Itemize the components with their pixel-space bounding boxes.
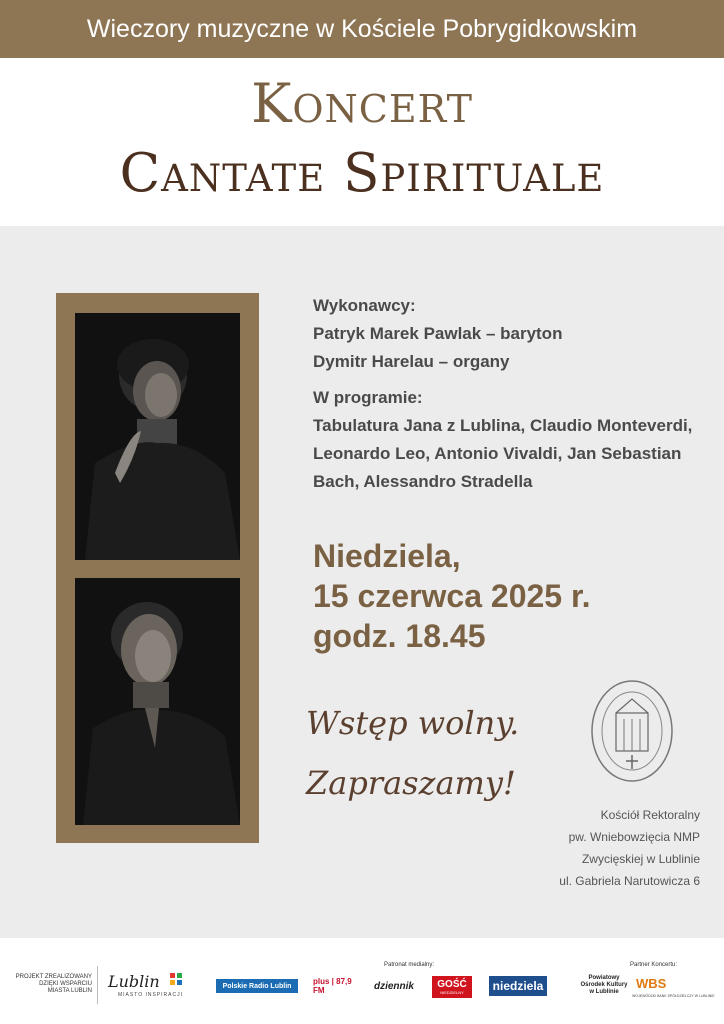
- photo-frame: [56, 293, 259, 843]
- venue-line: Zwycięskiej w Lublinie: [581, 852, 700, 866]
- lublin-emblem-icon: [169, 972, 183, 986]
- venue-line: Kościół Rektoralny: [600, 808, 700, 822]
- concert-details: [313, 292, 703, 496]
- performer-organ: Dymitr Harelau – organy: [313, 352, 510, 371]
- concert-title-line2: Cantate Spirituale: [119, 143, 605, 204]
- organist-photo: [75, 578, 240, 825]
- sponsors-footer: [0, 938, 724, 1024]
- concert-title-block: [0, 58, 724, 226]
- series-title: Wieczory muzyczne w Kościele Pobrygidkowskim: [86, 14, 638, 43]
- program-line: Tabulatura Jana z Lublina, Claudio Monteverdi,: [313, 416, 693, 435]
- program-line: Leonardo Leo, Antonio Vivaldi, Jan Sebastian: [313, 444, 682, 463]
- program-line: Bach, Alessandro Stradella: [313, 472, 533, 491]
- partner-organization: Powiatowy Ośrodek Kultury w Lublinie: [580, 975, 628, 995]
- performer-baritone: Patryk Marek Pawlak – baryton: [313, 324, 563, 343]
- lublin-tagline: MIASTO INSPIRACJI: [118, 992, 183, 998]
- concert-title-line1: Koncert: [251, 72, 473, 135]
- content-panel: [0, 226, 724, 938]
- event-datetime: [313, 536, 713, 656]
- baritone-photo: [75, 313, 240, 560]
- dziennik-logo: dziennik: [368, 978, 420, 994]
- church-seal-icon: [590, 679, 675, 784]
- polskie-radio-logo: Polskie Radio Lublin: [216, 979, 298, 993]
- niedziela-logo: niedziela: [489, 976, 547, 996]
- venue-line: pw. Wniebowzięcia NMP: [568, 830, 700, 844]
- wbs-tagline: WOJEWÓDZKI BANK SPÓŁDZIELCZY W LUBLINIE: [632, 994, 715, 998]
- gosc-niedzielny-logo: GOŚĆ NIEDZIELNY: [432, 976, 472, 998]
- venue-address: [520, 804, 700, 892]
- footer-divider: [97, 966, 98, 1004]
- admission-free: Wstęp wolny.: [306, 704, 520, 742]
- series-title-bar: [0, 0, 724, 58]
- program-heading: W programie:: [313, 388, 423, 407]
- patronage-label: Patronat medialny:: [384, 962, 435, 968]
- event-date: 15 czerwca 2025 r.: [313, 578, 591, 614]
- wbs-logo: WBS: [636, 976, 667, 991]
- event-time: godz. 18.45: [313, 618, 486, 654]
- lublin-logo: Lublin: [108, 972, 160, 991]
- project-note: PROJEKT ZREALIZOWANY DZIĘKI WSPARCIU MIASTA LUBLIN: [15, 974, 92, 994]
- event-day: Niedziela,: [313, 538, 461, 574]
- partner-label: Partner Koncertu:: [630, 962, 678, 968]
- invitation: Zapraszamy!: [306, 764, 516, 802]
- radio-plus-logo: plus | 87,9 FM: [313, 978, 365, 994]
- venue-line: ul. Gabriela Narutowicza 6: [559, 874, 700, 888]
- performers-heading: Wykonawcy:: [313, 296, 416, 315]
